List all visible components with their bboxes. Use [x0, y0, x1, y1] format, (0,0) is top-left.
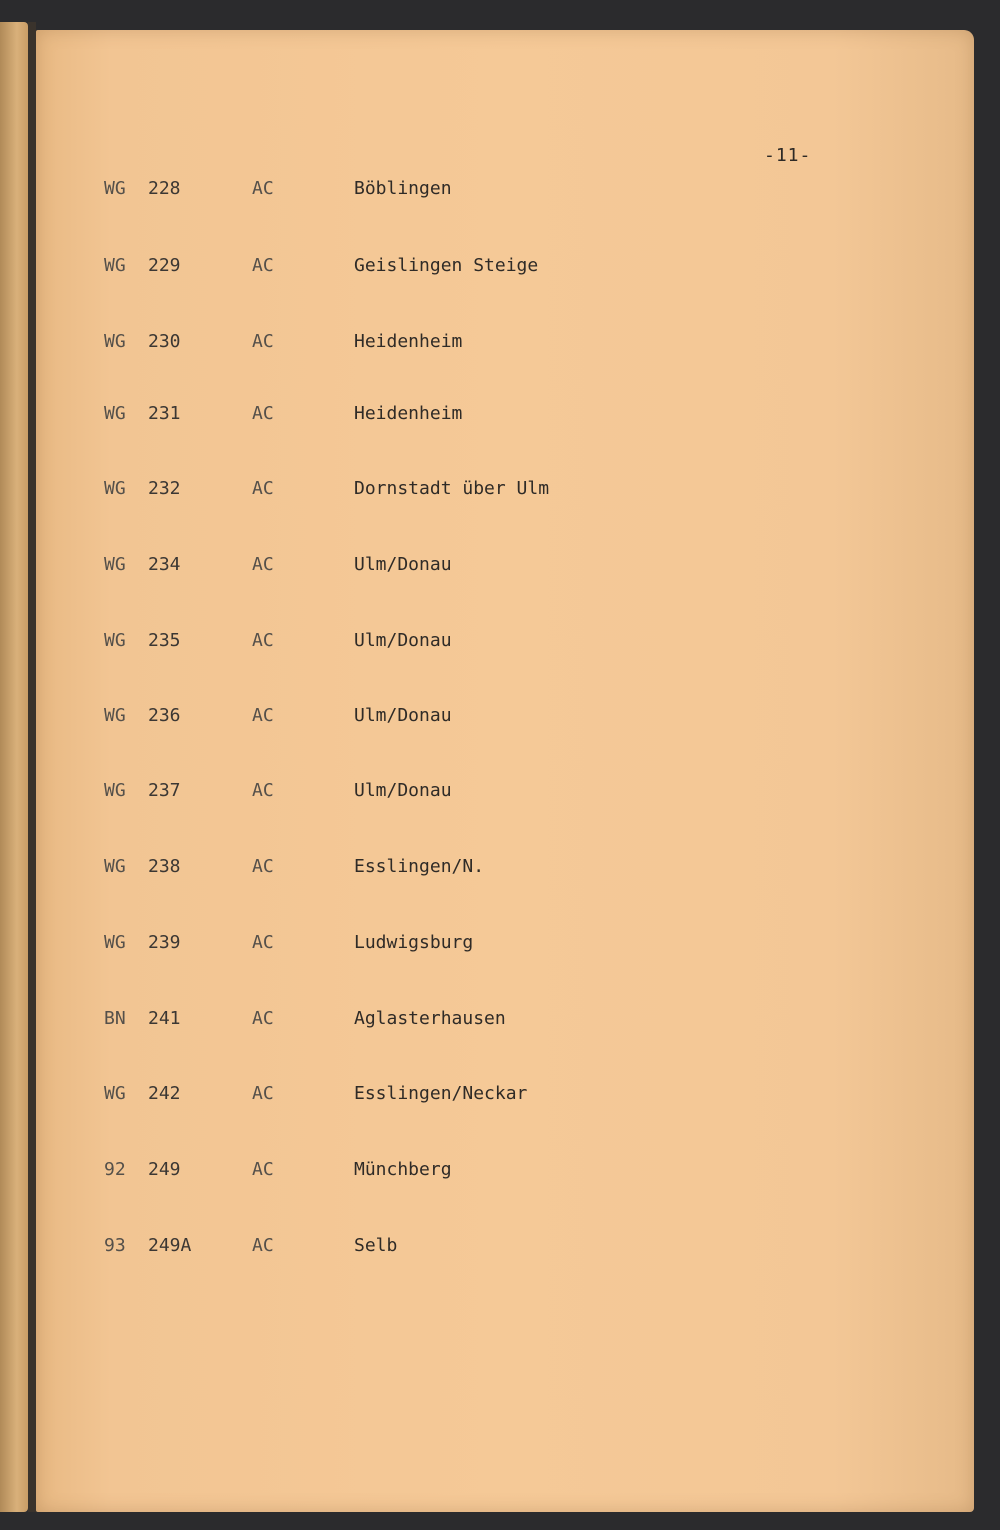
- row-code: WG: [104, 255, 126, 276]
- row-number: 239: [148, 932, 181, 953]
- adjacent-page-edge: [0, 22, 28, 1512]
- row-type: AC: [252, 1083, 274, 1104]
- row-type: AC: [252, 331, 274, 352]
- table-row: [0, 331, 1000, 361]
- row-code: WG: [104, 554, 126, 575]
- table-row: [0, 1159, 1000, 1189]
- row-code: WG: [104, 1083, 126, 1104]
- row-number: 231: [148, 403, 181, 424]
- row-number: 237: [148, 780, 181, 801]
- table-row: [0, 403, 1000, 433]
- row-type: AC: [252, 178, 274, 199]
- row-place: Dornstadt über Ulm: [354, 478, 550, 499]
- row-place: Böblingen: [354, 178, 452, 199]
- table-row: [0, 1008, 1000, 1038]
- table-row: [0, 1235, 1000, 1265]
- row-type: AC: [252, 1008, 274, 1029]
- row-type: AC: [252, 554, 274, 575]
- row-place: Ulm/Donau: [354, 554, 452, 575]
- row-place: Ulm/Donau: [354, 705, 452, 726]
- table-row: [0, 856, 1000, 886]
- row-place: Geislingen Steige: [354, 255, 539, 276]
- row-code: WG: [104, 478, 126, 499]
- row-number: 238: [148, 856, 181, 877]
- page-number: -11-: [764, 145, 812, 166]
- row-type: AC: [252, 255, 274, 276]
- row-place: Esslingen/Neckar: [354, 1083, 528, 1104]
- row-place: Esslingen/N.: [354, 856, 485, 877]
- row-number: 249: [148, 1159, 181, 1180]
- row-number: 241: [148, 1008, 181, 1029]
- table-row: [0, 780, 1000, 810]
- row-number: 234: [148, 554, 181, 575]
- row-code: WG: [104, 780, 126, 801]
- table-row: [0, 630, 1000, 660]
- row-place: Ulm/Donau: [354, 780, 452, 801]
- row-code: 93: [104, 1235, 126, 1256]
- table-row: [0, 1083, 1000, 1113]
- binding-gutter: [28, 22, 36, 1512]
- row-number: 236: [148, 705, 181, 726]
- row-code: WG: [104, 630, 126, 651]
- row-place: Aglasterhausen: [354, 1008, 506, 1029]
- row-code: WG: [104, 856, 126, 877]
- row-code: 92: [104, 1159, 126, 1180]
- row-type: AC: [252, 403, 274, 424]
- row-type: AC: [252, 478, 274, 499]
- row-code: WG: [104, 178, 126, 199]
- table-row: [0, 705, 1000, 735]
- row-type: AC: [252, 630, 274, 651]
- row-type: AC: [252, 856, 274, 877]
- table-row: [0, 554, 1000, 584]
- row-code: BN: [104, 1008, 126, 1029]
- row-number: 242: [148, 1083, 181, 1104]
- row-type: AC: [252, 1159, 274, 1180]
- row-number: 230: [148, 331, 181, 352]
- row-place: Selb: [354, 1235, 398, 1256]
- row-type: AC: [252, 932, 274, 953]
- row-place: Münchberg: [354, 1159, 452, 1180]
- row-number: 229: [148, 255, 181, 276]
- row-type: AC: [252, 780, 274, 801]
- table-row: [0, 478, 1000, 508]
- row-code: WG: [104, 331, 126, 352]
- row-number: 235: [148, 630, 181, 651]
- row-type: AC: [252, 1235, 274, 1256]
- table-row: [0, 178, 1000, 208]
- document-page: [36, 30, 974, 1512]
- row-place: Heidenheim: [354, 403, 463, 424]
- row-number: 228: [148, 178, 181, 199]
- row-place: Heidenheim: [354, 331, 463, 352]
- row-type: AC: [252, 705, 274, 726]
- row-place: Ludwigsburg: [354, 932, 474, 953]
- row-code: WG: [104, 705, 126, 726]
- row-code: WG: [104, 403, 126, 424]
- row-number: 232: [148, 478, 181, 499]
- row-code: WG: [104, 932, 126, 953]
- row-place: Ulm/Donau: [354, 630, 452, 651]
- table-row: [0, 932, 1000, 962]
- row-number: 249A: [148, 1235, 192, 1256]
- table-row: [0, 255, 1000, 285]
